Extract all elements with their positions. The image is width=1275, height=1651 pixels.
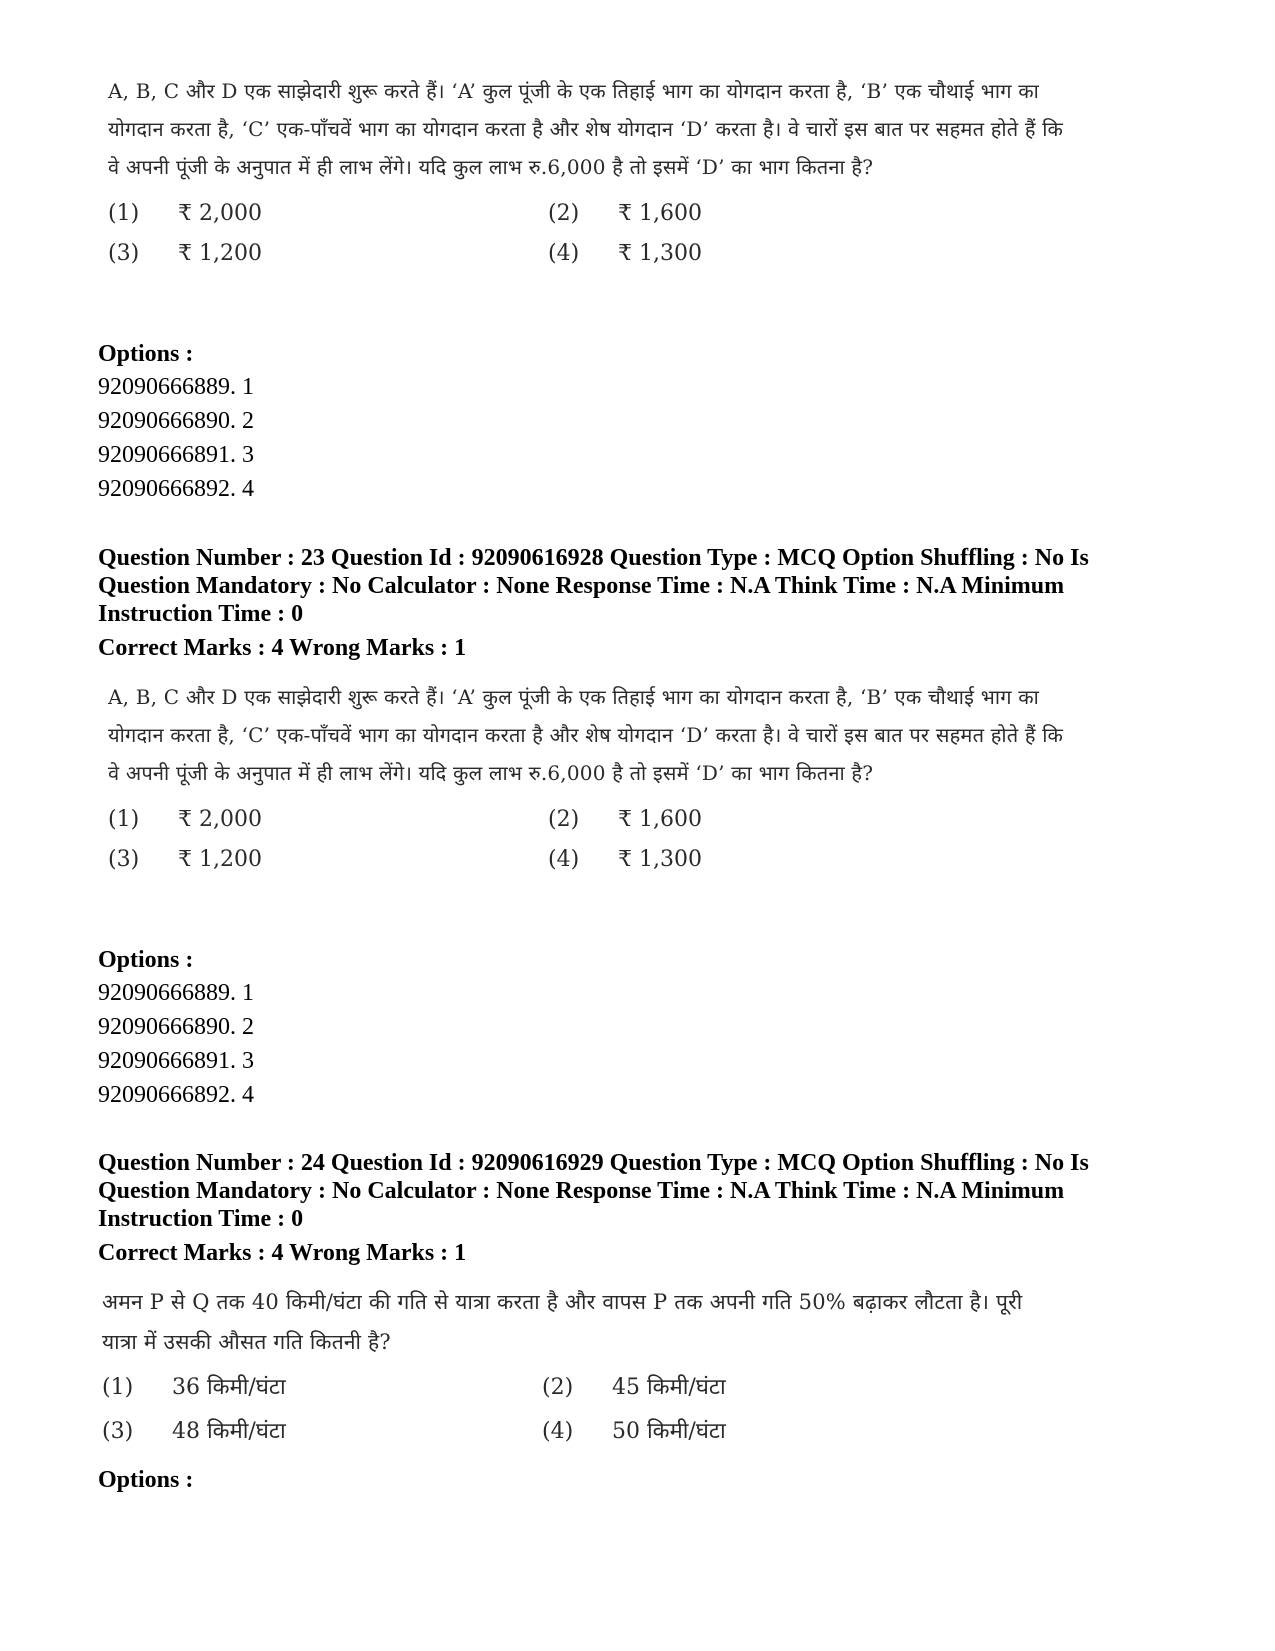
question-meta: Question Number : 24 Question Id : 92090616929 Question Type : MCQ Option Shuffling : No Is Question Mandatory : No Calculator : None Response Time : N.A Think Time : N.A Minimum Instruction Time : 0	[98, 1150, 1089, 1232]
question-header	[98, 544, 1178, 664]
choice-grid	[108, 806, 1068, 874]
options-list	[98, 338, 1178, 506]
choice-number: (4)	[542, 1419, 574, 1444]
choice-text: 36 किमी/घंटा	[172, 1375, 286, 1400]
choice-number: (2)	[548, 807, 580, 832]
choice-number: (1)	[108, 807, 140, 832]
choice-number: (4)	[548, 241, 580, 266]
choice-text: ₹ 1,300	[618, 241, 702, 266]
choice-text: 50 किमी/घंटा	[612, 1419, 726, 1444]
question-image	[102, 1282, 1062, 1446]
choice-number: (3)	[108, 241, 140, 266]
choice-text: ₹ 1,300	[618, 847, 702, 872]
option-item: 92090666892. 4	[98, 1082, 254, 1108]
choice-item	[102, 1374, 542, 1402]
choice-text: ₹ 1,200	[178, 241, 262, 266]
option-item: 92090666891. 3	[98, 442, 254, 468]
question-marks: Correct Marks : 4 Wrong Marks : 1	[98, 1240, 467, 1266]
option-item: 92090666891. 3	[98, 1048, 254, 1074]
choice-item	[108, 240, 548, 268]
option-item: 92090666890. 2	[98, 1014, 254, 1040]
choice-number: (3)	[102, 1419, 134, 1444]
choice-number: (4)	[548, 847, 580, 872]
choice-item	[102, 1418, 542, 1446]
choice-item	[548, 846, 988, 874]
options-list	[98, 1464, 1178, 1496]
choice-text: ₹ 1,600	[618, 201, 702, 226]
choice-item	[548, 200, 988, 228]
choice-text: ₹ 1,600	[618, 807, 702, 832]
choice-item	[108, 846, 548, 874]
option-item: 92090666892. 4	[98, 476, 254, 502]
question-image	[108, 678, 1068, 874]
options-label: Options :	[98, 1467, 194, 1493]
choice-item	[542, 1374, 982, 1402]
question-text: A, B, C और D एक साझेदारी शुरू करते हैं। ‘A’ कुल पूंजी के एक तिहाई भाग का योगदान करता है, ‘B’ एक चौथाई भाग का योगदान करता है, ‘C’ एक-पाँचवें भाग का योगदान करता है और शेष योगदान ‘D’ करता है। वे चारों इस बात पर सहमत होते हैं कि वे अपनी पूंजी के अनुपात में ही लाभ लेंगे। यदि कुल लाभ रु.6,000 है तो इसमें ‘D’ का भाग कितना है?	[108, 79, 1064, 179]
choice-item	[108, 806, 548, 834]
option-item: 92090666890. 2	[98, 408, 254, 434]
choice-number: (3)	[108, 847, 140, 872]
options-label: Options :	[98, 947, 194, 973]
question-text: A, B, C और D एक साझेदारी शुरू करते हैं। ‘A’ कुल पूंजी के एक तिहाई भाग का योगदान करता है, ‘B’ एक चौथाई भाग का योगदान करता है, ‘C’ एक-पाँचवें भाग का योगदान करता है और शेष योगदान ‘D’ करता है। वे चारों इस बात पर सहमत होते हैं कि वे अपनी पूंजी के अनुपात में ही लाभ लेंगे। यदि कुल लाभ रु.6,000 है तो इसमें ‘D’ का भाग कितना है?	[108, 685, 1064, 785]
choice-text: ₹ 2,000	[178, 201, 262, 226]
option-item: 92090666889. 1	[98, 374, 254, 400]
choice-number: (1)	[108, 201, 140, 226]
choice-number: (2)	[542, 1375, 574, 1400]
choice-number: (2)	[548, 201, 580, 226]
choice-number: (1)	[102, 1375, 134, 1400]
choice-grid	[108, 200, 1068, 268]
options-list	[98, 944, 1178, 1112]
question-marks: Correct Marks : 4 Wrong Marks : 1	[98, 635, 467, 661]
choice-text: ₹ 1,200	[178, 847, 262, 872]
choice-item	[548, 806, 988, 834]
choice-grid	[102, 1374, 1062, 1446]
choice-item	[548, 240, 988, 268]
question-meta: Question Number : 23 Question Id : 92090616928 Question Type : MCQ Option Shuffling : No Is Question Mandatory : No Calculator : None Response Time : N.A Think Time : N.A Minimum Instruction Time : 0	[98, 545, 1089, 627]
question-image	[108, 72, 1068, 268]
choice-item	[108, 200, 548, 228]
question-header	[98, 1149, 1178, 1269]
options-label: Options :	[98, 341, 194, 367]
question-text: अमन P से Q तक 40 किमी/घंटा की गति से यात्रा करता है और वापस P तक अपनी गति 50% बढ़ाकर लौटता है। पूरी यात्रा में उसकी औसत गति कितनी है?	[102, 1290, 1023, 1354]
choice-text: ₹ 2,000	[178, 807, 262, 832]
choice-item	[542, 1418, 982, 1446]
option-item: 92090666889. 1	[98, 980, 254, 1006]
choice-text: 45 किमी/घंटा	[612, 1375, 726, 1400]
choice-text: 48 किमी/घंटा	[172, 1419, 286, 1444]
